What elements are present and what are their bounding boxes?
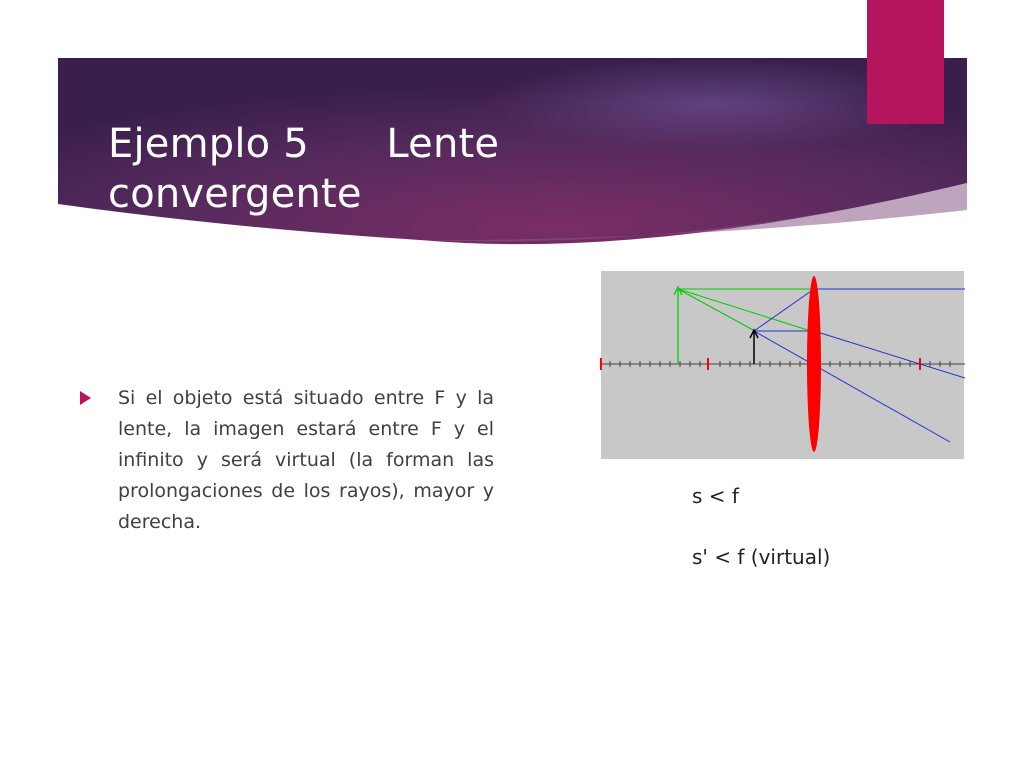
lens-ray-diagram: [600, 270, 965, 460]
caption-image-distance: s' < f (virtual): [692, 545, 831, 569]
caption-object-distance: s < f: [692, 484, 739, 508]
slide-title: [108, 119, 548, 219]
accent-tab: [867, 0, 944, 124]
title-line-1: Ejemplo 5 Lente: [108, 120, 500, 167]
title-line-2: convergente: [108, 170, 362, 217]
bullet-text: Si el objeto está situado entre F y la lente, la imagen estará entre F y el infinito y será virtual (la forman las prolongaciones de los rayos), mayor y derecha.: [118, 387, 494, 533]
triangle-right-icon: [80, 391, 91, 405]
convergent-lens: [807, 276, 821, 452]
bullet-item: [80, 383, 494, 538]
